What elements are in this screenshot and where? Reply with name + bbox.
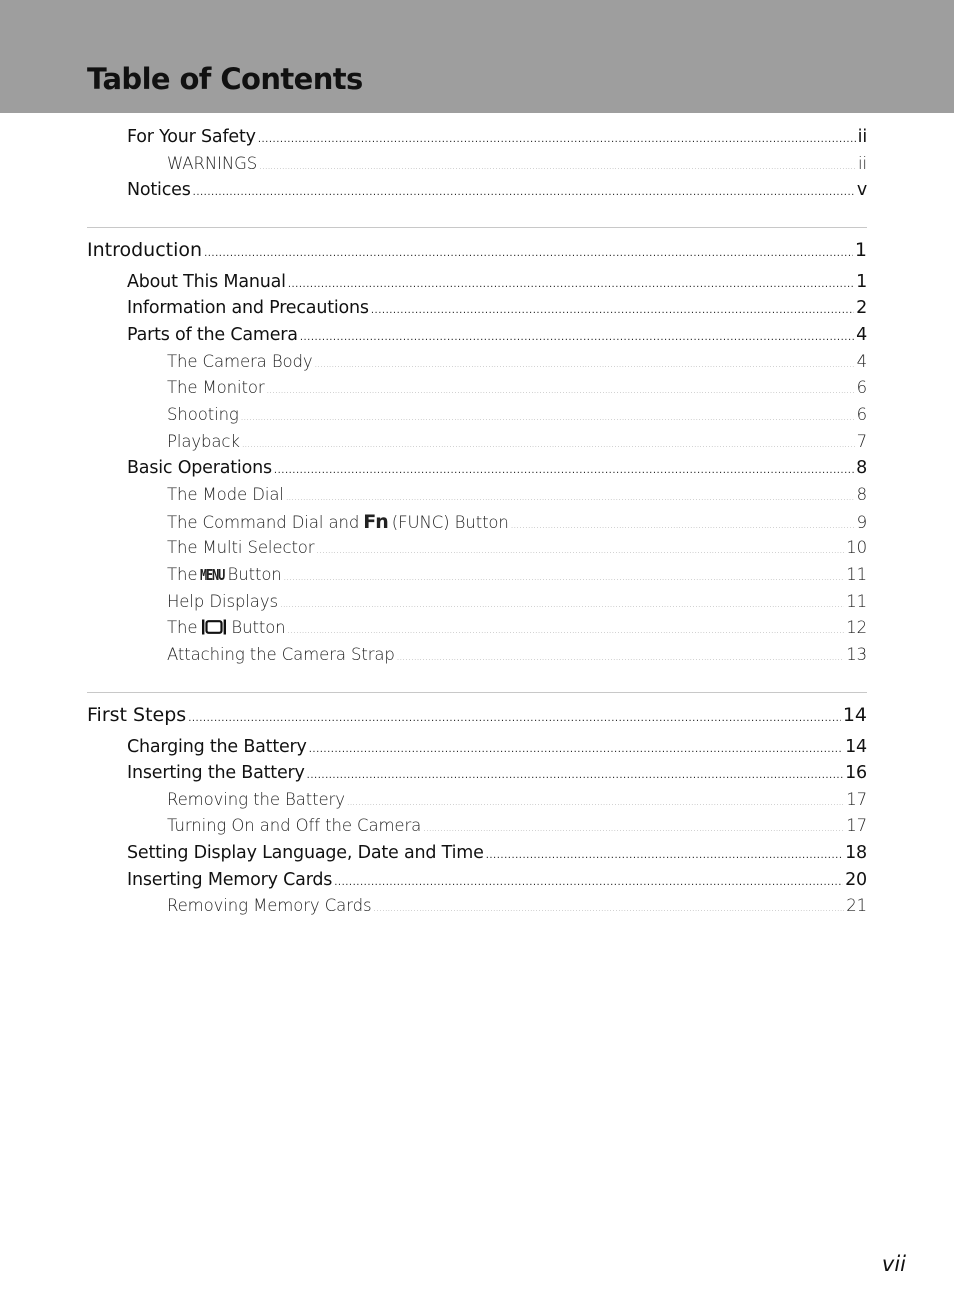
toc-entry[interactable] <box>167 536 867 560</box>
toc-label-text: The Command Dial and <box>167 513 360 532</box>
toc-entry-page: 7 <box>856 432 867 451</box>
toc-entry[interactable] <box>167 350 867 374</box>
toc-entry-page: 8 <box>856 485 867 504</box>
toc-entry[interactable] <box>167 510 867 534</box>
toc-dot-leader <box>267 379 855 403</box>
toc-entry-page: 13 <box>846 645 867 664</box>
toc-entry-label: For Your Safety <box>127 127 256 147</box>
toc-entry[interactable] <box>127 841 867 865</box>
toc-dot-leader <box>315 353 855 377</box>
toc-entry-page: 1 <box>854 239 867 261</box>
menu-button-icon: MENU <box>200 566 225 584</box>
toc-entry-page: 9 <box>856 513 867 532</box>
toc-dot-leader <box>309 738 843 762</box>
toc-entry[interactable] <box>127 735 867 759</box>
toc-label-text: The <box>167 565 198 584</box>
toc-entry-page: 10 <box>846 538 867 557</box>
toc-entry-page: 8 <box>856 458 867 478</box>
page-title: Table of Contents <box>87 62 363 96</box>
toc-dot-leader <box>204 242 853 266</box>
toc-label-text: (FUNC) Button <box>391 513 509 532</box>
toc-entry-label: The Monitor <box>167 378 265 397</box>
toc-dot-leader <box>373 897 844 921</box>
toc-dot-leader <box>288 619 845 643</box>
toc-entry-page: 17 <box>846 790 867 809</box>
toc-entry[interactable] <box>167 376 867 400</box>
toc-entry-label: The Camera Body <box>167 352 313 371</box>
toc-dot-leader <box>397 646 844 670</box>
toc-entry[interactable] <box>127 323 867 347</box>
toc-entry[interactable] <box>127 761 867 785</box>
toc-entry-page: 1 <box>856 272 867 292</box>
toc-entry-label: Setting Display Language, Date and Time <box>127 843 484 863</box>
toc-dot-leader <box>242 433 855 457</box>
toc-entry-label <box>167 563 282 587</box>
toc-dot-leader <box>307 764 843 788</box>
toc-dot-leader <box>280 593 844 617</box>
toc-entry-label: Inserting Memory Cards <box>127 870 333 890</box>
toc-entry[interactable] <box>167 894 867 918</box>
toc-entry[interactable] <box>167 788 867 812</box>
toc-dot-leader <box>486 844 843 868</box>
toc-entry[interactable] <box>167 563 867 587</box>
toc-entry-label: Basic Operations <box>127 458 272 478</box>
section-divider <box>87 227 867 228</box>
toc-entry-page: 4 <box>856 325 867 345</box>
display-button-icon <box>201 619 227 635</box>
toc-dot-leader <box>274 459 854 483</box>
toc-entry-label: The Multi Selector <box>167 538 315 557</box>
toc-entry[interactable] <box>167 483 867 507</box>
toc-label-text: Button <box>227 565 282 584</box>
toc-section-first-steps[interactable] <box>87 703 867 727</box>
toc-entry-page: 4 <box>856 352 867 371</box>
toc-entry-page: 18 <box>845 843 867 863</box>
toc-dot-leader <box>259 155 856 179</box>
toc-entry-label: About This Manual <box>127 272 286 292</box>
toc-entry-label: Attaching the Camera Strap <box>167 645 395 664</box>
toc-entry-page: 14 <box>845 737 867 757</box>
toc-entry-page: 2 <box>856 298 867 318</box>
toc-entry[interactable] <box>167 590 867 614</box>
toc-entry-label: The Mode Dial <box>167 485 284 504</box>
toc-entry[interactable] <box>167 430 867 454</box>
toc-section-introduction[interactable] <box>87 238 867 262</box>
toc-dot-leader <box>300 326 854 350</box>
toc-entry[interactable] <box>127 178 867 202</box>
toc-entry[interactable] <box>127 270 867 294</box>
toc-entry-label <box>167 510 509 535</box>
toc-entry-page: 11 <box>846 592 867 611</box>
toc-dot-leader <box>258 128 856 152</box>
toc-entry-label: Information and Precautions <box>127 298 369 318</box>
toc-entry-page: 11 <box>846 565 867 584</box>
toc-dot-leader <box>317 539 845 563</box>
toc-dot-leader <box>286 486 855 510</box>
toc-entry-page: 21 <box>846 896 867 915</box>
toc-entry-label: Removing Memory Cards <box>167 896 372 915</box>
toc-dot-leader <box>188 707 841 731</box>
fn-button-icon: Fn <box>363 511 388 533</box>
toc-entry[interactable] <box>167 643 867 667</box>
toc-entry[interactable] <box>127 868 867 892</box>
toc-entry-page: 17 <box>846 816 867 835</box>
toc-dot-leader <box>193 181 855 205</box>
toc-entry-label: Shooting <box>167 405 239 424</box>
toc-entry-page: 12 <box>846 618 867 637</box>
toc-entry-label: Charging the Battery <box>127 737 307 757</box>
toc-entry-page: 20 <box>845 870 867 890</box>
toc-entry-label: WARNINGS <box>167 154 258 173</box>
toc-entry-label: Introduction <box>87 239 203 261</box>
toc-dot-leader <box>347 791 844 815</box>
toc-entry-label: Inserting the Battery <box>127 763 305 783</box>
toc-entry-page: ii <box>857 127 867 147</box>
toc-entry[interactable] <box>127 456 867 480</box>
toc-dot-leader <box>284 566 845 590</box>
toc-dot-leader <box>241 406 855 430</box>
page-number: vii <box>881 1252 906 1276</box>
toc-entry[interactable] <box>167 403 867 427</box>
toc-dot-leader <box>511 514 855 538</box>
toc-dot-leader <box>423 817 844 841</box>
toc-dot-leader <box>334 871 843 895</box>
toc-entry-label: Help Displays <box>167 592 278 611</box>
toc-entry-label: Removing the Battery <box>167 790 345 809</box>
toc-entry-page: 14 <box>842 704 867 726</box>
section-divider <box>87 692 867 693</box>
toc-entry-label: Parts of the Camera <box>127 325 298 345</box>
toc-entry-page: ii <box>858 154 867 173</box>
toc-entry-label: Notices <box>127 180 191 200</box>
toc-entry-page: 16 <box>845 763 867 783</box>
toc-entry[interactable] <box>167 152 867 176</box>
toc-label-text: The <box>167 618 198 637</box>
toc-entry[interactable] <box>167 616 867 640</box>
toc-dot-leader <box>371 299 854 323</box>
toc-label-text: Button <box>231 618 286 637</box>
toc-entry[interactable] <box>167 814 867 838</box>
toc-dot-leader <box>288 273 854 297</box>
toc-entry[interactable] <box>127 296 867 320</box>
toc-entry-label <box>167 616 286 640</box>
toc-entry-page: 6 <box>856 378 867 397</box>
toc-entry-label: Playback <box>167 432 240 451</box>
toc-entry-label: Turning On and Off the Camera <box>167 816 422 835</box>
toc-entry-page: v <box>856 180 867 200</box>
toc-entry[interactable] <box>127 125 867 149</box>
toc-entry-page: 6 <box>856 405 867 424</box>
toc-entry-label: First Steps <box>87 704 187 726</box>
